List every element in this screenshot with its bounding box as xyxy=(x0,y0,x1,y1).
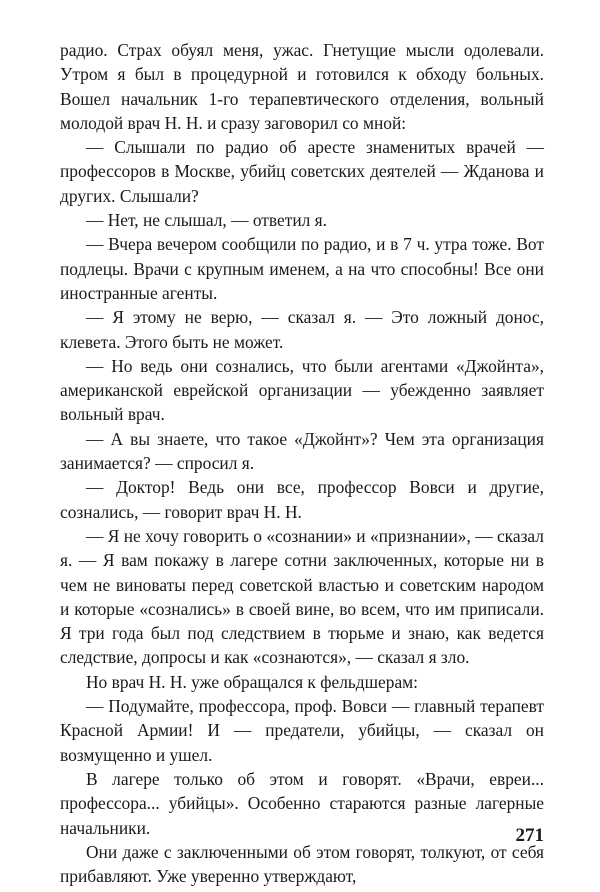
paragraph-10: Но врач Н. Н. уже обращался к фельдшерам: xyxy=(86,671,419,692)
paragraph-8: — Доктор! Ведь они все, профессор Вовси и другие, сознались, — говорит врач Н. Н. xyxy=(60,477,544,522)
page-number: 271 xyxy=(515,825,544,846)
paragraph-7: — А вы знаете, что такое «Джойнт»? Чем эта организация занимается? — спросил я. xyxy=(60,428,544,474)
paragraph-9: — Я не хочу говорить о «сознании» и «признании», — сказал я. — Я вам покажу в лагере сотни заключенных, которые ни в чем не виноваты перед советской властью и советским народом и которые «сознались» в своей вине, во всем, что им приписали. Я три года был под следствием в тюрьме и знаю, как ведется следствие, допросы и как «сознаются», — сказал я зло. xyxy=(60,525,544,668)
paragraph-13: Они даже с заключенными об этом говорят, толкуют, от себя прибавляют. Уже уверенно утверждают, xyxy=(60,841,544,887)
paragraph-2: — Слышали по радио об аресте знаменитых врачей — профессоров в Москве, убийц советских деятелей — Жданова и других. Слышали? xyxy=(60,137,544,206)
paragraph-4: — Вчера вечером сообщили по радио, и в 7 ч. утра тоже. Вот подлецы. Врачи с крупным именем, а на что способны! Все они иностранные агенты. xyxy=(60,234,544,303)
book-page-text xyxy=(60,38,544,888)
paragraph-6: — Но ведь они сознались, что были агентами «Джойнта», американской еврейской организации — убежденно заявляет вольный врач. xyxy=(60,355,544,425)
paragraph-1: радио. Страх обуял меня, ужас. Гнетущие мысли одолевали. Утром я был в процедурной и готовился к обходу больных. Вошел начальник 1-го терапевтического отделения, вольный молодой врач Н. Н. и сразу заговорил со мной: xyxy=(60,40,544,133)
paragraph-11: — Подумайте, профессора, проф. Вовси — главный терапевт Красной Армии! И — предатели, убийцы, — сказал он возмущенно и ушел. xyxy=(60,696,544,765)
paragraph-12: В лагере только об этом и говорят. «Врачи, евреи... профессора... убийцы». Особенно стараются разные лагерные начальники. xyxy=(60,768,544,838)
paragraph-3: — Нет, не слышал, — ответил я. xyxy=(86,210,328,231)
paragraph-5: — Я этому не верю, — сказал я. — Это ложный донос, клевета. Этого быть не может. xyxy=(60,307,544,352)
